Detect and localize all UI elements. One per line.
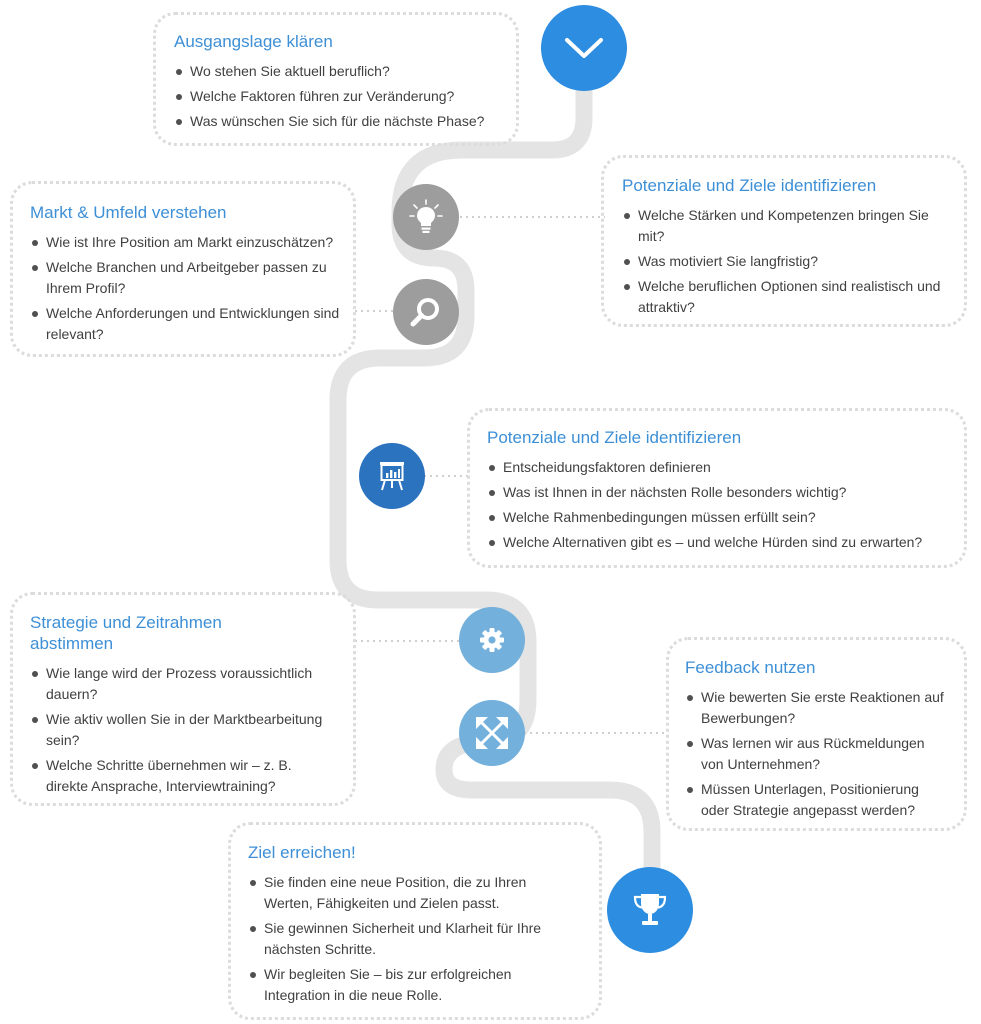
list-item: Wir begleiten Sie – bis zur erfolgreichen Integration in die neue Rolle. [248,964,577,1006]
list-item: Welche Branchen und Arbeitgeber passen zu Ihrem Profil? [30,257,341,299]
card-markt [10,181,356,357]
list-item: Sie finden eine neue Position, die zu Ihren Werten, Fähigkeiten und Zielen passt. [248,872,577,914]
card-list [248,872,577,1006]
list-item: Wie bewerten Sie erste Reaktionen auf Bewerbungen? [685,687,950,729]
card-list [685,687,950,821]
card-title: Ziel erreichen! [248,843,356,862]
card-entscheidung [467,408,967,568]
list-item: Was motiviert Sie langfristig? [622,251,950,272]
card-title: Feedback nutzen [685,658,816,677]
node-ziel [607,867,693,953]
list-item: Sie gewinnen Sicherheit und Klarheit für Ihre nächsten Schritte. [248,918,577,960]
presentation-board-icon [377,460,407,492]
card-title: Potenziale und Ziele identifizieren [622,176,877,195]
node-markt [393,279,459,345]
list-item: Wo stehen Sie aktuell beruflich? [174,61,500,82]
card-list [174,61,500,132]
card-potenziale [601,155,967,327]
list-item: Welche beruflichen Optionen sind realistisch und attraktiv? [622,276,950,318]
list-item: Wie ist Ihre Position am Markt einzuschätzen? [30,232,341,253]
card-title: Ausgangslage klären [174,32,333,51]
card-strategie [10,592,356,806]
list-item: Was wünschen Sie sich für die nächste Phase? [174,111,500,132]
card-feedback [666,637,967,831]
card-title: Potenziale und Ziele identifizieren [487,428,742,447]
list-item: Müssen Unterlagen, Positionierung oder Strategie angepasst werden? [685,779,950,821]
card-title: Markt & Umfeld verstehen [30,203,227,222]
card-list [622,205,950,318]
node-start [541,5,627,91]
card-ausgangslage [153,12,519,146]
list-item: Wie aktiv wollen Sie in der Marktbearbeitung sein? [30,709,337,751]
card-list [487,457,952,553]
list-item: Entscheidungsfaktoren definieren [487,457,952,478]
card-ziel [228,822,602,1020]
card-list [30,663,337,797]
card-title: Strategie und Zeitrahmen abstimmen [30,613,222,653]
node-feedback [459,700,525,766]
node-strategie [459,607,525,673]
list-item: Welche Rahmenbedingungen müssen erfüllt sein? [487,507,952,528]
node-entscheidung [359,443,425,509]
list-item: Was lernen wir aus Rückmeldungen von Unternehmen? [685,733,950,775]
trophy-icon [630,890,670,930]
list-item: Welche Anforderungen und Entwicklungen sind relevant? [30,303,341,345]
list-item: Welche Alternativen gibt es – und welche Hürden sind zu erwarten? [487,532,952,553]
list-item: Wie lange wird der Prozess voraussichtlich dauern? [30,663,337,705]
lightbulb-icon [409,199,443,235]
list-item: Welche Stärken und Kompetenzen bringen Sie mit? [622,205,950,247]
card-list [30,232,341,345]
list-item: Was ist Ihnen in der nächsten Rolle besonders wichtig? [487,482,952,503]
magnifier-icon [408,294,444,330]
gear-icon [477,625,507,655]
chevron-down-icon [562,34,606,62]
node-potenziale [393,184,459,250]
expand-arrows-icon [473,714,511,752]
list-item: Welche Faktoren führen zur Veränderung? [174,86,500,107]
list-item: Welche Schritte übernehmen wir – z. B. direkte Ansprache, Interviewtraining? [30,755,337,797]
